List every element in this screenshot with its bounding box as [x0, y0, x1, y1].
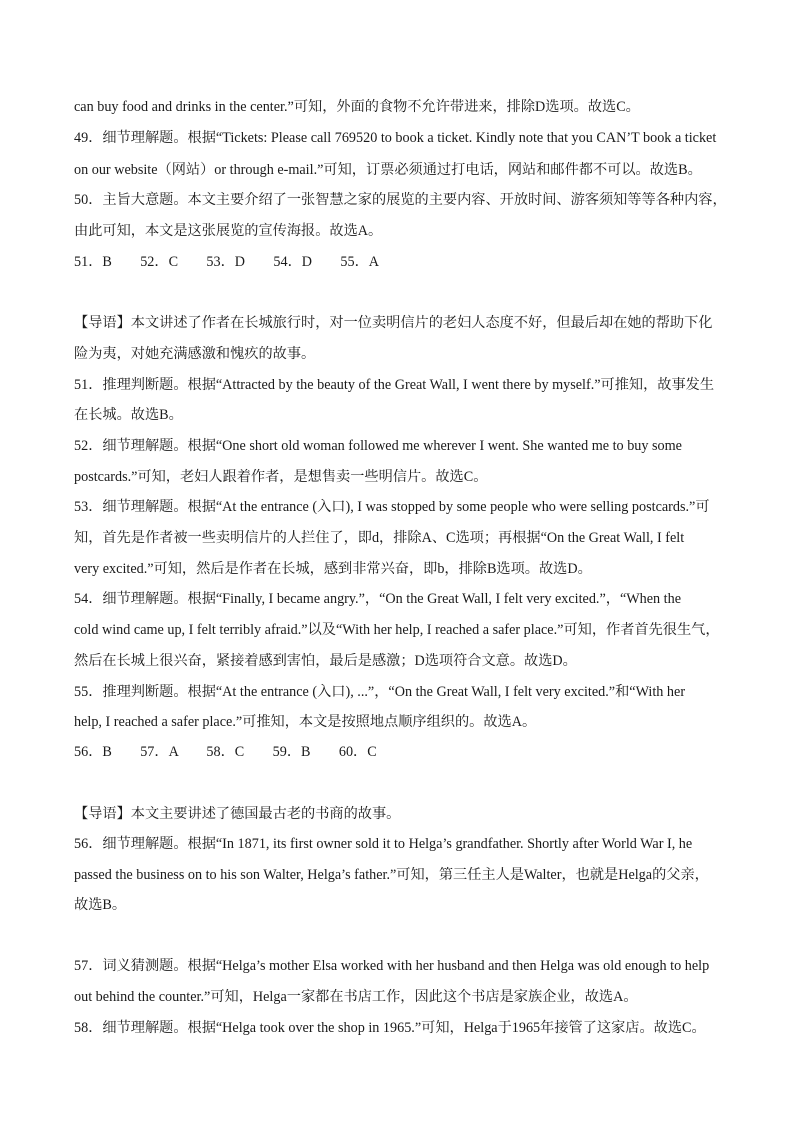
text-line: passed the business on to his son Walter, Helga’s father.”可知，第三任主人是Walter，也就是Helga的父亲， [74, 867, 709, 883]
text-line: 知，首先是作者被一些卖明信片的人拦住了，即d，排除A、C选项；再根据“On the Great Wall, I felt [74, 530, 685, 546]
text-line: 53．细节理解题。根据“At the entrance (入口), I was stopped by some people who were selling postcards.”可 [74, 499, 710, 515]
answer-key-line: 56．B 57．A 58．C 59．B 60．C [74, 744, 377, 760]
text-line: 50．主旨大意题。本文主要介绍了一张智慧之家的展览的主要内容、开放时间、游客须知等等各种内容， [74, 192, 727, 208]
text-line: postcards.”可知，老妇人跟着作者，是想售卖一些明信片。故选C。 [74, 469, 488, 485]
text-line: help, I reached a safer place.”可推知，本文是按照地点顺序组织的。故选A。 [74, 714, 537, 730]
text-line: on our website（网站）or through e-mail.”可知，订票必须通过打电话，网站和邮件都不可以。故选B。 [74, 162, 702, 178]
text-line: out behind the counter.”可知，Helga一家都在书店工作，因此这个书店是家族企业，故选A。 [74, 989, 638, 1005]
text-line: 55．推理判断题。根据“At the entrance (入口), ...”，“On the Great Wall, I felt very excited.”和“With her [74, 684, 686, 700]
text-line: can buy food and drinks in the center.”可知，外面的食物不允许带进来，排除D选项。故选C。 [74, 99, 640, 115]
text-line: 由此可知，本文是这张展览的宣传海报。故选A。 [74, 223, 383, 239]
text-line: 然后在长城上很兴奋，紧接着感到害怕，最后是感激；D选项符合文意。故选D。 [74, 653, 577, 669]
text-line: 51．推理判断题。根据“Attracted by the beauty of the Great Wall, I went there by myself.”可推知，故事发生 [74, 377, 715, 393]
answer-key-line: 51．B 52．C 53．D 54．D 55．A [74, 254, 380, 270]
text-line: 在长城。故选B。 [74, 407, 183, 423]
intro-paragraph: 【导语】本文讲述了作者在长城旅行时，对一位卖明信片的老妇人态度不好，但最后却在她的帮助下化 [74, 315, 713, 331]
text-line: cold wind came up, I felt terribly afraid.”以及“With her help, I reached a safer place.”可知，作者首先很生气， [74, 622, 720, 638]
text-line: 49．细节理解题。根据“Tickets: Please call 769520 to book a ticket. Kindly note that you CAN’T book a ticket [74, 130, 717, 146]
text-line: 54．细节理解题。根据“Finally, I became angry.”，“On the Great Wall, I felt very excited.”，“When the [74, 591, 682, 607]
text-line: 57．词义猜测题。根据“Helga’s mother Elsa worked with her husband and then Helga was old enough to help [74, 958, 710, 974]
text-line: very excited.”可知，然后是作者在长城，感到非常兴奋，即b，排除B选项。故选D。 [74, 561, 592, 577]
text-line: 58．细节理解题。根据“Helga took over the shop in 1965.”可知，Helga于1965年接管了这家店。故选C。 [74, 1020, 706, 1036]
intro-paragraph: 【导语】本文主要讲述了德国最古老的书商的故事。 [74, 806, 401, 822]
text-line: 52．细节理解题。根据“One short old woman followed me wherever I went. She wanted me to buy some [74, 438, 682, 454]
text-line: 56．细节理解题。根据“In 1871, its first owner sold it to Helga’s grandfather. Shortly after World War I, he [74, 836, 693, 852]
text-line: 故选B。 [74, 897, 127, 913]
text-line: 险为夷，对她充满感激和愧疚的故事。 [74, 346, 316, 362]
